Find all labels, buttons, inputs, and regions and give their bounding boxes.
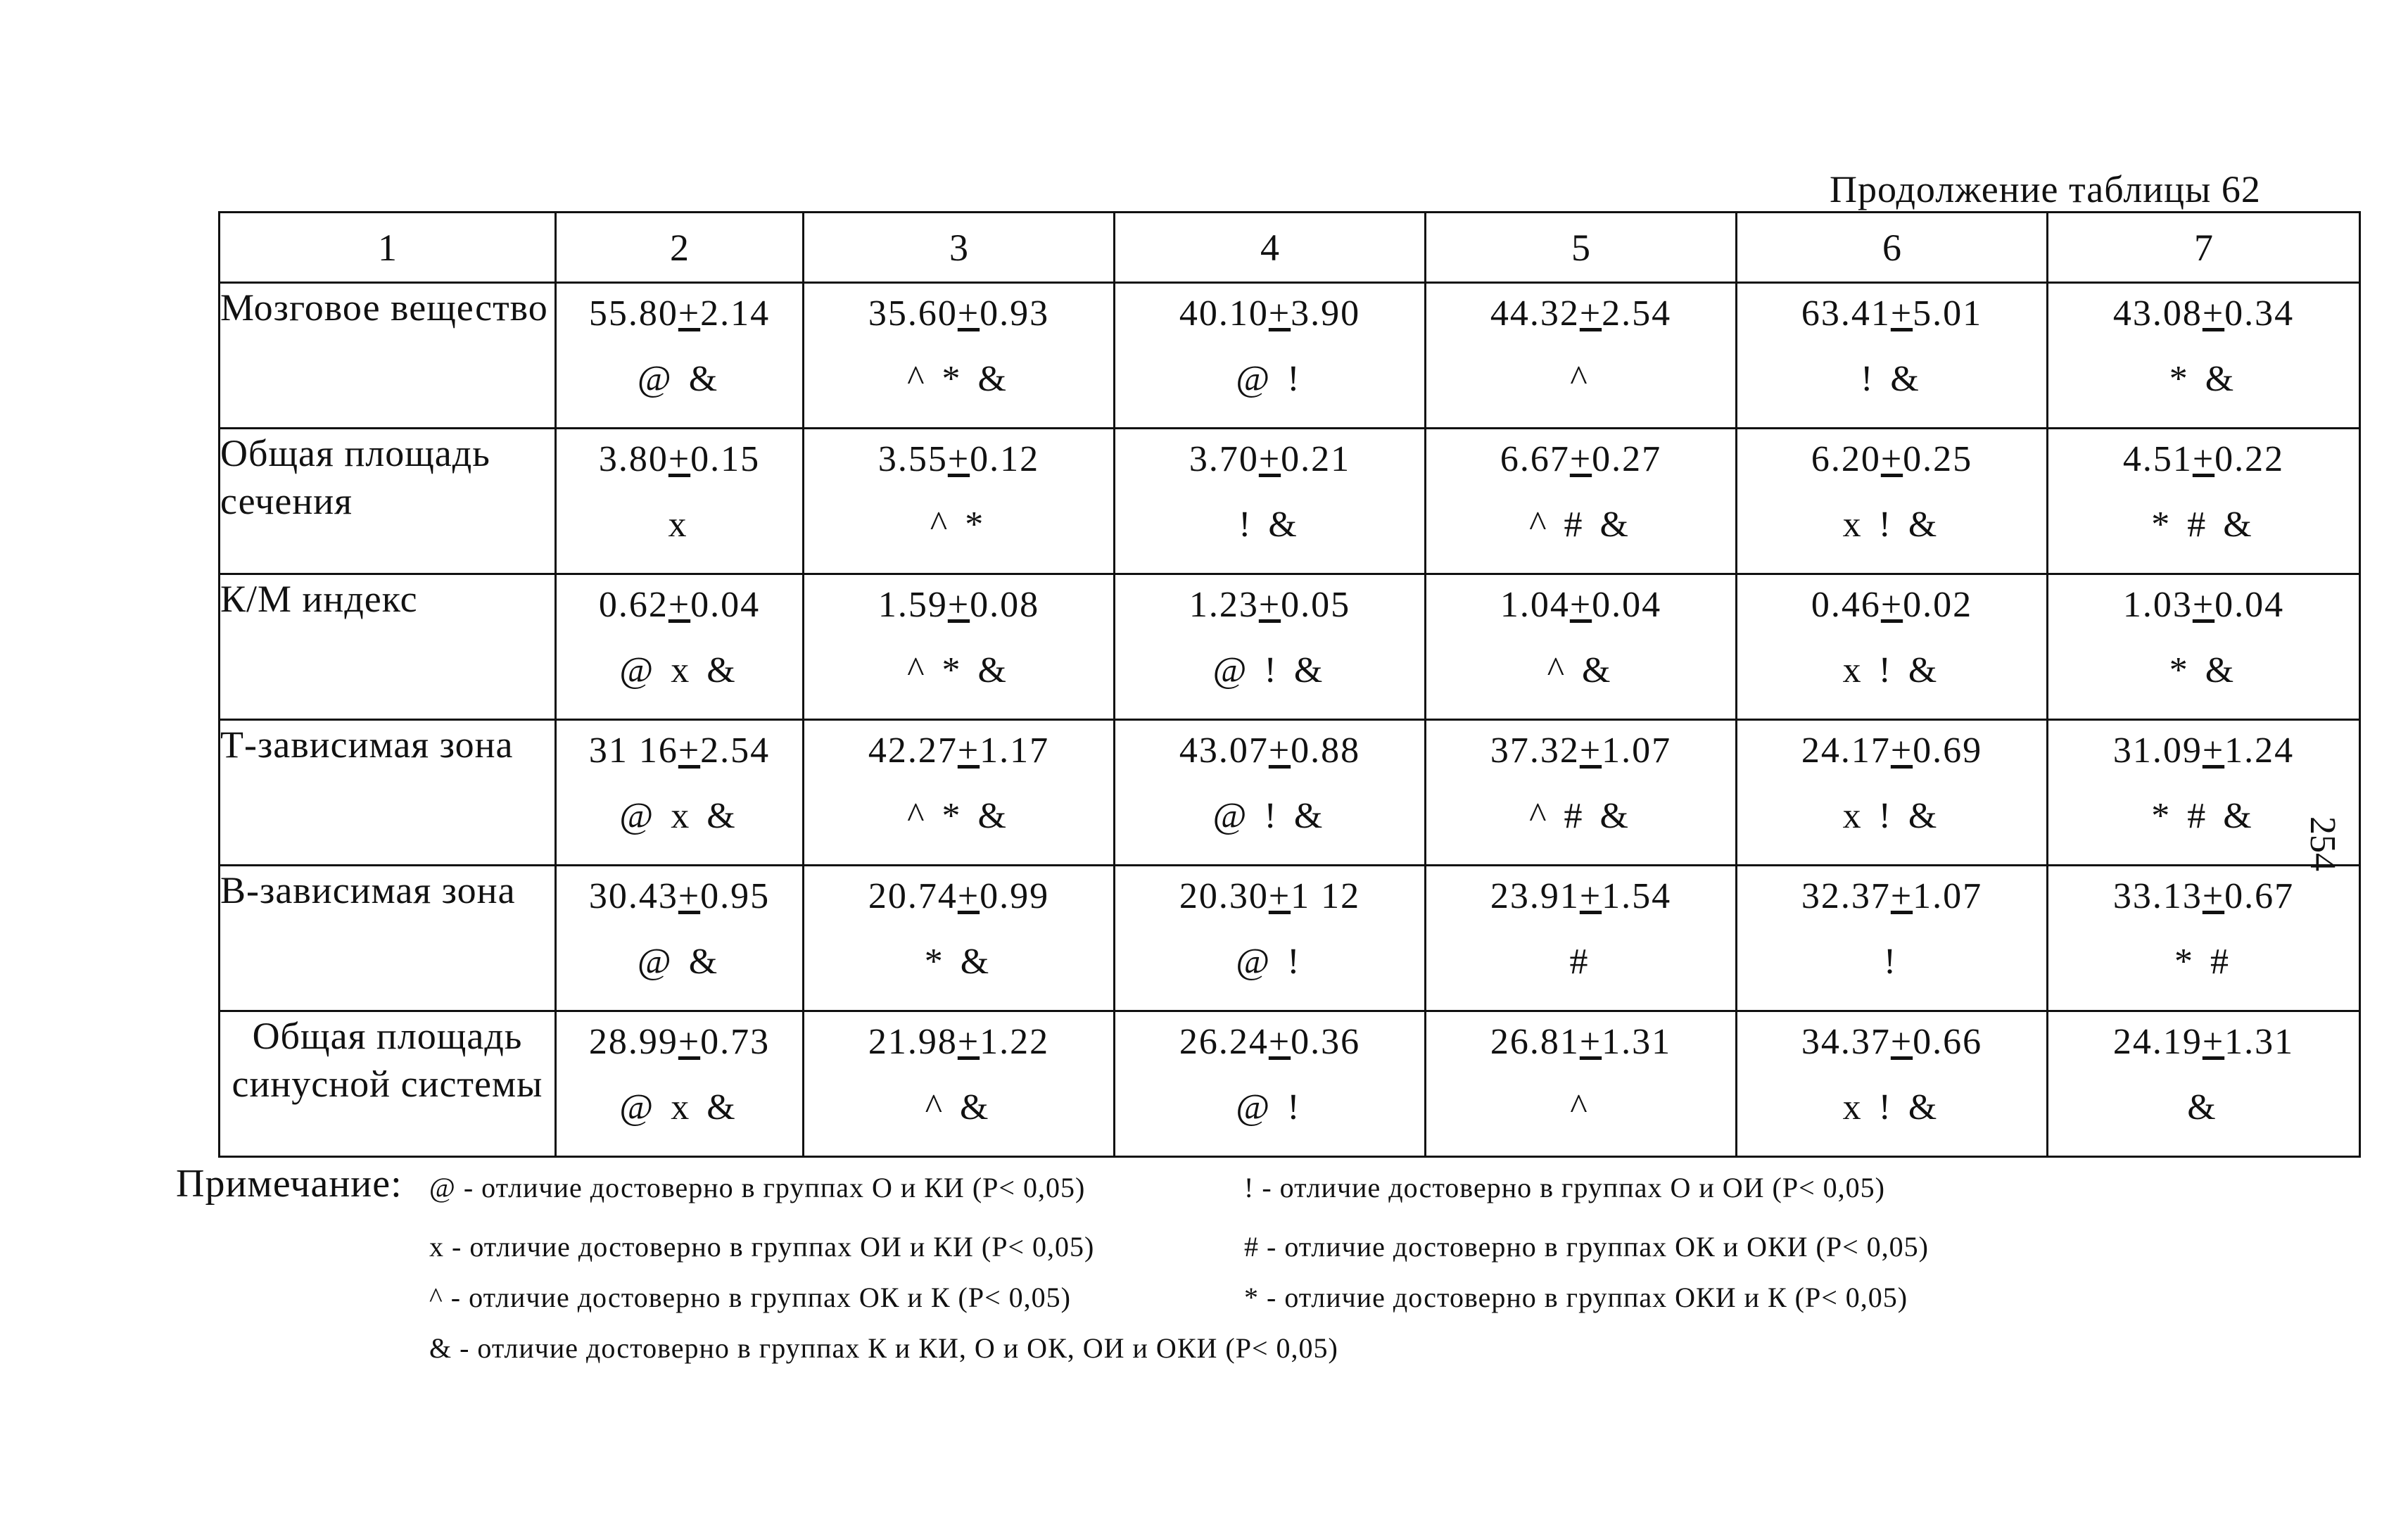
mean-with-error [1737,284,2046,344]
value-cell [1737,283,2048,429]
plus-minus-sign: + [1890,731,1913,771]
plus-minus-sign: + [668,585,691,625]
mean-with-error [1426,429,1735,490]
mean-with-error [1426,866,1735,927]
mean-value: 1.04 [1500,585,1570,625]
table-body [220,283,2360,1157]
column-header: 5 [1426,213,1737,283]
error-value: 1.07 [1913,876,1983,916]
significance-marks: ^ * & [907,359,1010,399]
significance-marks: * # & [2151,505,2256,545]
significance-marks: @ x & [619,1087,740,1127]
significance-marks: @ ! [1236,1087,1304,1127]
value-cell [1115,283,1426,429]
table-row [220,574,2360,720]
significance-marks: @ ! & [1212,650,1327,690]
column-header: 2 [556,213,804,283]
error-value: 2.14 [700,293,771,334]
error-value: 0.02 [1903,585,1973,625]
mean-value: 42.27 [868,731,958,771]
plus-minus-sign: + [678,1022,701,1062]
value-cell [1426,866,1737,1011]
value-cell [2048,283,2360,429]
mean-with-error [1115,575,1424,636]
plus-minus-sign: + [1569,439,1592,479]
mean-with-error [1426,721,1735,781]
significance-marks: @ ! [1236,359,1304,399]
table-row [220,429,2360,574]
mean-value: 21.98 [868,1022,958,1062]
plus-minus-sign: + [1579,876,1602,916]
mean-value: 1.59 [877,585,948,625]
value-cell [556,1011,804,1157]
note-item: @ - отличие достоверно в группах О и КИ (Р< 0,05) [429,1172,1086,1203]
value-cell [556,429,804,574]
row-label: Мозговое вещество [220,283,556,429]
value-cell [1426,429,1737,574]
value-cell [1115,1011,1426,1157]
significance-marks: ! & [1238,505,1301,545]
significance-marks: # [1569,942,1592,982]
mean-with-error [804,429,1113,490]
significance-marks: x [668,505,691,545]
plus-minus-sign: + [1268,731,1291,771]
mean-value: 44.32 [1490,293,1580,334]
header-row [220,213,2360,283]
error-value: 0.69 [1913,731,1983,771]
plus-minus-sign: + [1258,439,1281,479]
mean-with-error [1737,575,2046,636]
error-value: 0.04 [2214,585,2285,625]
significance-marks: ^ & [1547,650,1615,690]
value-cell [2048,429,2360,574]
mean-with-error [1115,721,1424,781]
plus-minus-sign: + [1268,293,1291,334]
column-header: 6 [1737,213,2048,283]
note-item: # - отличие достоверно в группах ОК и ОКИ (Р< 0,05) [1244,1231,1929,1263]
mean-with-error [804,284,1113,344]
significance-marks: @ ! & [1212,796,1327,836]
error-value: 2.54 [700,731,771,771]
error-value: 1.07 [1602,731,1672,771]
value-cell [1426,720,1737,866]
plus-minus-sign: + [947,585,970,625]
error-value: 0.34 [2224,293,2295,334]
mean-with-error [1737,721,2046,781]
mean-with-error [1737,1012,2046,1073]
mean-value: 43.08 [2112,293,2203,334]
mean-with-error [1426,575,1735,636]
plus-minus-sign: + [2202,876,2225,916]
mean-with-error [1426,1012,1735,1073]
plus-minus-sign: + [957,1022,980,1062]
error-value: 3.90 [1291,293,1361,334]
error-value: 0.05 [1281,585,1351,625]
mean-value: 0.46 [1811,585,1881,625]
error-value: 0.99 [980,876,1050,916]
error-value: 0.93 [980,293,1050,334]
mean-value: 23.91 [1490,876,1580,916]
mean-value: 26.81 [1490,1022,1580,1062]
value-cell [556,720,804,866]
value-cell [1426,283,1737,429]
significance-marks: ^ * [930,505,988,545]
mean-value: 35.60 [868,293,958,334]
table-continuation-title: Продолжение таблицы 62 [1830,168,2261,210]
mean-with-error [2048,429,2359,490]
value-cell [804,574,1115,720]
mean-with-error [804,721,1113,781]
error-value: 0.36 [1291,1022,1361,1062]
table-row [220,1011,2360,1157]
significance-marks: ^ & [925,1087,993,1127]
error-value: 1.31 [2224,1022,2295,1062]
error-value: 1 12 [1291,876,1361,916]
mean-with-error [1426,284,1735,344]
error-value: 0.04 [690,585,761,625]
value-cell [1737,574,2048,720]
plus-minus-sign: + [1579,1022,1602,1062]
significance-marks: ^ [1570,1087,1592,1127]
plus-minus-sign: + [678,293,701,334]
plus-minus-sign: + [668,439,691,479]
note-item: * - отличие достоверно в группах ОКИ и К (Р< 0,05) [1244,1282,1908,1313]
value-cell [556,866,804,1011]
plus-minus-sign: + [1880,585,1903,625]
mean-value: 6.67 [1500,439,1570,479]
error-value: 5.01 [1913,293,1983,334]
mean-value: 43.07 [1179,731,1269,771]
value-cell [2048,1011,2360,1157]
significance-marks: ! & [1861,359,1923,399]
error-value: 0.73 [700,1022,771,1062]
significance-marks: x ! & [1842,796,1941,836]
significance-marks: x ! & [1842,505,1941,545]
mean-value: 1.03 [2122,585,2193,625]
plus-minus-sign: + [1579,293,1602,334]
error-value: 0.27 [1592,439,1662,479]
value-cell [1115,429,1426,574]
significance-marks: ! [1883,942,1901,982]
error-value: 1.17 [980,731,1050,771]
mean-value: 32.37 [1801,876,1891,916]
significance-marks: x ! & [1842,1087,1941,1127]
mean-with-error [2048,721,2359,781]
row-label: К/М индекс [220,574,556,720]
column-header: 3 [804,213,1115,283]
error-value: 0.67 [2224,876,2295,916]
error-value: 0.22 [2214,439,2285,479]
plus-minus-sign: + [2202,293,2225,334]
plus-minus-sign: + [1258,585,1281,625]
significance-marks: * # [2174,942,2233,982]
plus-minus-sign: + [678,731,701,771]
mean-with-error [804,575,1113,636]
mean-with-error [1737,866,2046,927]
plus-minus-sign: + [1890,1022,1913,1062]
mean-value: 0.62 [598,585,668,625]
row-label: Т-зависимая зона [220,720,556,866]
mean-with-error [557,575,802,636]
note-item: x - отличие достоверно в группах ОИ и КИ (Р< 0,05) [429,1231,1095,1263]
mean-with-error [1115,1012,1424,1073]
value-cell [2048,574,2360,720]
error-value: 0.88 [1291,731,1361,771]
mean-value: 3.80 [598,439,668,479]
plus-minus-sign: + [957,876,980,916]
plus-minus-sign: + [678,876,701,916]
mean-value: 40.10 [1179,293,1269,334]
value-cell [556,574,804,720]
note-item: & - отличие достоверно в группах К и КИ, О и ОК, ОИ и ОКИ (Р< 0,05) [429,1332,1338,1364]
error-value: 0.66 [1913,1022,1983,1062]
error-value: 1.54 [1602,876,1672,916]
mean-value: 26.24 [1179,1022,1269,1062]
mean-value: 33.13 [2112,876,2203,916]
error-value: 0.15 [690,439,761,479]
significance-marks: @ & [637,359,722,399]
mean-value: 24.17 [1801,731,1891,771]
value-cell [2048,866,2360,1011]
notes-title: Примечание: [176,1162,403,1206]
value-cell [804,283,1115,429]
significance-marks: & [2187,1087,2220,1127]
plus-minus-sign: + [2202,1022,2225,1062]
value-cell [804,866,1115,1011]
mean-with-error [804,1012,1113,1073]
significance-marks: ^ * & [907,650,1010,690]
error-value: 0.12 [970,439,1040,479]
plus-minus-sign: + [1579,731,1602,771]
row-label: Общая площадь синусной системы [220,1011,556,1157]
significance-marks: @ x & [619,796,740,836]
plus-minus-sign: + [957,731,980,771]
plus-minus-sign: + [2192,439,2215,479]
mean-value: 20.74 [868,876,958,916]
plus-minus-sign: + [1268,1022,1291,1062]
significance-marks: x ! & [1842,650,1941,690]
mean-with-error [1115,429,1424,490]
column-header: 4 [1115,213,1426,283]
mean-value: 20.30 [1179,876,1269,916]
error-value: 0.21 [1281,439,1351,479]
mean-with-error [557,284,802,344]
data-table [218,211,2361,1158]
mean-value: 28.99 [588,1022,678,1062]
mean-with-error [557,1012,802,1073]
mean-value: 1.23 [1189,585,1259,625]
significance-marks: ^ * & [907,796,1010,836]
error-value: 0.04 [1592,585,1662,625]
mean-value: 31.09 [2112,731,2203,771]
value-cell [556,283,804,429]
error-value: 0.25 [1903,439,1973,479]
value-cell [1115,866,1426,1011]
significance-marks: @ x & [619,650,740,690]
note-item: ^ - отличие достоверно в группах ОК и К (Р< 0,05) [429,1282,1071,1313]
value-cell [1115,720,1426,866]
plus-minus-sign: + [1268,876,1291,916]
mean-with-error [557,866,802,927]
value-cell [1737,429,2048,574]
significance-marks: * & [2169,650,2238,690]
plus-minus-sign: + [2192,585,2215,625]
row-label: Общая площадь сечения [220,429,556,574]
value-cell [804,720,1115,866]
mean-value: 4.51 [2122,439,2193,479]
mean-value: 55.80 [588,293,678,334]
error-value: 0.95 [700,876,771,916]
error-value: 1.22 [980,1022,1050,1062]
value-cell [1426,1011,1737,1157]
significance-marks: * # & [2151,796,2256,836]
significance-marks: ^ [1570,359,1592,399]
mean-value: 24.19 [2112,1022,2203,1062]
plus-minus-sign: + [957,293,980,334]
mean-value: 3.70 [1189,439,1259,479]
table-row [220,866,2360,1011]
mean-value: 37.32 [1490,731,1580,771]
plus-minus-sign: + [1890,293,1913,334]
plus-minus-sign: + [947,439,970,479]
plus-minus-sign: + [2202,731,2225,771]
mean-with-error [1737,429,2046,490]
value-cell [804,1011,1115,1157]
plus-minus-sign: + [1890,876,1913,916]
value-cell [1737,1011,2048,1157]
row-label: В-зависимая зона [220,866,556,1011]
mean-with-error [2048,284,2359,344]
mean-value: 34.37 [1801,1022,1891,1062]
table-row [220,283,2360,429]
mean-value: 3.55 [877,439,948,479]
plus-minus-sign: + [1880,439,1903,479]
mean-with-error [1115,866,1424,927]
significance-marks: @ ! [1236,942,1304,982]
mean-with-error [557,721,802,781]
significance-marks: * & [2169,359,2238,399]
value-cell [1115,574,1426,720]
mean-with-error [1115,284,1424,344]
mean-with-error [804,866,1113,927]
column-header: 1 [220,213,556,283]
significance-marks: * & [924,942,994,982]
page-number: 254 [2302,816,2343,871]
mean-with-error [2048,575,2359,636]
mean-with-error [557,429,802,490]
mean-value: 63.41 [1801,293,1891,334]
error-value: 2.54 [1602,293,1672,334]
value-cell [1426,574,1737,720]
mean-value: 30.43 [588,876,678,916]
note-item: ! - отличие достоверно в группах О и ОИ (Р< 0,05) [1244,1172,1885,1203]
value-cell [1737,720,2048,866]
mean-value: 6.20 [1811,439,1881,479]
significance-marks: ^ # & [1529,505,1633,545]
significance-marks: ^ # & [1529,796,1633,836]
mean-with-error [2048,1012,2359,1073]
mean-with-error [2048,866,2359,927]
mean-value: 31 16 [588,731,678,771]
table-row [220,720,2360,866]
error-value: 1.24 [2224,731,2295,771]
column-header: 7 [2048,213,2360,283]
error-value: 1.31 [1602,1022,1672,1062]
value-cell [804,429,1115,574]
significance-marks: @ & [637,942,722,982]
error-value: 0.08 [970,585,1040,625]
plus-minus-sign: + [1569,585,1592,625]
value-cell [1737,866,2048,1011]
